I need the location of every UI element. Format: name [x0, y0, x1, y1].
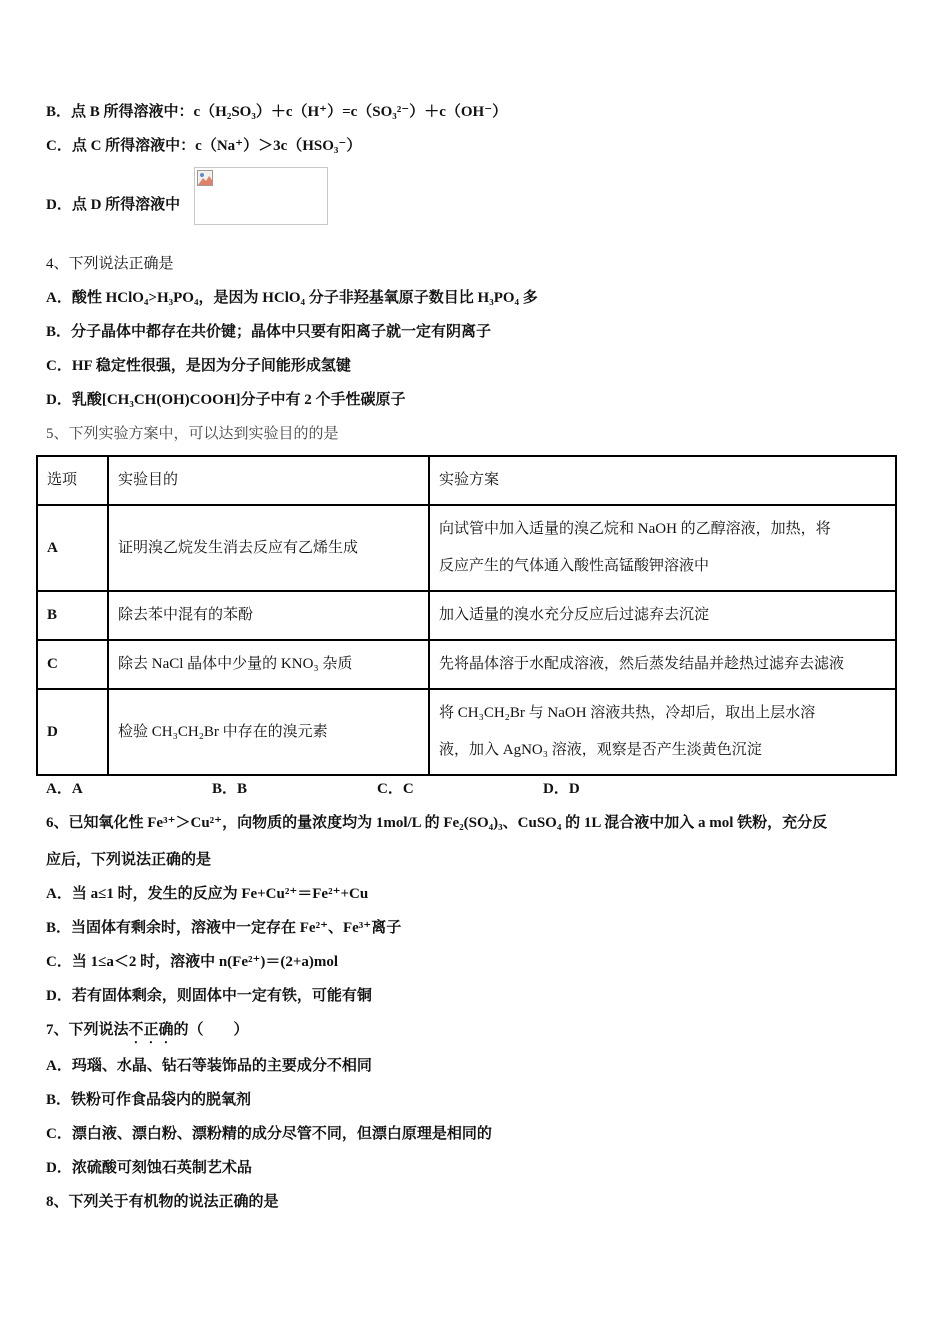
q7-option-b: B．铁粉可作食品袋内的脱氧剂 [46, 1092, 252, 1108]
q4-option-b: B．分子晶体中都存在共价键；晶体中只要有阳离子就一定有阴离子 [46, 324, 492, 340]
table-row [37, 591, 896, 640]
row-option: C [37, 640, 108, 689]
q5-answer-a: A．A [46, 781, 83, 797]
row-purpose: 检验 CH₃CH₂Br 中存在的溴元素 [108, 689, 429, 775]
q5-answer-c: C．C [377, 781, 414, 797]
row-plan [429, 689, 896, 775]
row-plan: 先将晶体溶于水配成溶液，然后蒸发结晶并趁热过滤弃去滤液 [429, 640, 896, 689]
row-option: D [37, 689, 108, 775]
header-option: 选项 [37, 456, 108, 505]
q7-option-a: A．玛瑙、水晶、钻石等装饰品的主要成分不相同 [46, 1058, 372, 1074]
q7-option-d: D．浓硫酸可刻蚀石英制艺术品 [46, 1160, 252, 1176]
q4-stem: 4、下列说法正确是 [46, 256, 174, 272]
row-option: B [37, 591, 108, 640]
table-row [37, 505, 896, 591]
experiment-table [36, 455, 897, 776]
header-purpose: 实验目的 [108, 456, 429, 505]
header-plan: 实验方案 [429, 456, 896, 505]
row-plan: 加入适量的溴水充分反应后过滤弃去沉淀 [429, 591, 896, 640]
table-row [37, 640, 896, 689]
plan-line: 将 CH₃CH₂Br 与 NaOH 溶液共热，冷却后，取出上层水溶 [439, 705, 816, 721]
q8-stem: 8、下列关于有机物的说法正确的是 [46, 1194, 279, 1210]
q6-option-c: C．当 1≤a＜2 时，溶液中 n(Fe²⁺)＝(2+a)mol [46, 954, 339, 970]
q4-option-a: A．酸性 HClO₄>H₃PO₄，是因为 HClO₄ 分子非羟基氧原子数目比 H₃PO₄ 多 [46, 290, 538, 306]
q7-stem [46, 1020, 249, 1047]
q3-option-b: B．点 B 所得溶液中：c（H₂SO₃）＋c（H⁺）=c（SO₃²⁻）＋c（OH⁻） [46, 104, 508, 120]
q5-stem: 5、下列实验方案中，可以达到实验目的的是 [46, 426, 339, 442]
row-option: A [37, 505, 108, 591]
table-header-row [37, 456, 896, 505]
q7-stem-emphasis: 不正确 [128, 1022, 174, 1038]
q6-option-b: B．当固体有剩余时，溶液中一定存在 Fe²⁺、Fe³⁺离子 [46, 920, 402, 936]
plan-line: 液，加入 AgNO₃ 溶液，观察是否产生淡黄色沉淀 [439, 742, 762, 758]
q3-option-d: D．点 D 所得溶液中 [46, 197, 181, 213]
q6-option-d: D．若有固体剩余，则固体中一定有铁，可能有铜 [46, 988, 372, 1004]
q4-option-c: C．HF 稳定性很强，是因为分子间能形成氢键 [46, 358, 351, 374]
q5-answer-d: D．D [543, 781, 580, 797]
row-purpose: 除去 NaCl 晶体中少量的 KNO₃ 杂质 [108, 640, 429, 689]
q7-option-c: C．漂白液、漂白粉、漂粉精的成分尽管不同，但漂白原理是相同的 [46, 1126, 492, 1142]
q7-stem-suffix: 的（ ） [173, 1022, 249, 1038]
broken-image-icon [197, 170, 213, 186]
plan-line: 反应产生的气体通入酸性高锰酸钾溶液中 [439, 558, 710, 574]
table-row [37, 689, 896, 775]
q4-option-d: D．乳酸[CH₃CH(OH)COOH]分子中有 2 个手性碳原子 [46, 392, 406, 408]
q6-option-a: A．当 a≤1 时，发生的反应为 Fe+Cu²⁺＝Fe²⁺+Cu [46, 886, 369, 902]
q6-stem-line2: 应后，下列说法正确的是 [46, 852, 212, 868]
q3-option-c: C．点 C 所得溶液中：c（Na⁺）＞3c（HSO₃⁻） [46, 138, 362, 154]
q7-stem-prefix: 7、下列说法 [46, 1022, 129, 1038]
broken-image-placeholder [194, 167, 328, 225]
q5-answer-b: B．B [212, 781, 248, 797]
row-purpose: 证明溴乙烷发生消去反应有乙烯生成 [108, 505, 429, 591]
row-plan [429, 505, 896, 591]
q6-stem-line1: 6、已知氧化性 Fe³⁺＞Cu²⁺，向物质的量浓度均为 1mol/L 的 Fe₂(SO₄)₃、CuSO₄ 的 1L 混合液中加入 a mol 铁粉，充分反 [46, 815, 828, 831]
row-purpose: 除去苯中混有的苯酚 [108, 591, 429, 640]
plan-line: 向试管中加入适量的溴乙烷和 NaOH 的乙醇溶液，加热，将 [439, 521, 831, 537]
